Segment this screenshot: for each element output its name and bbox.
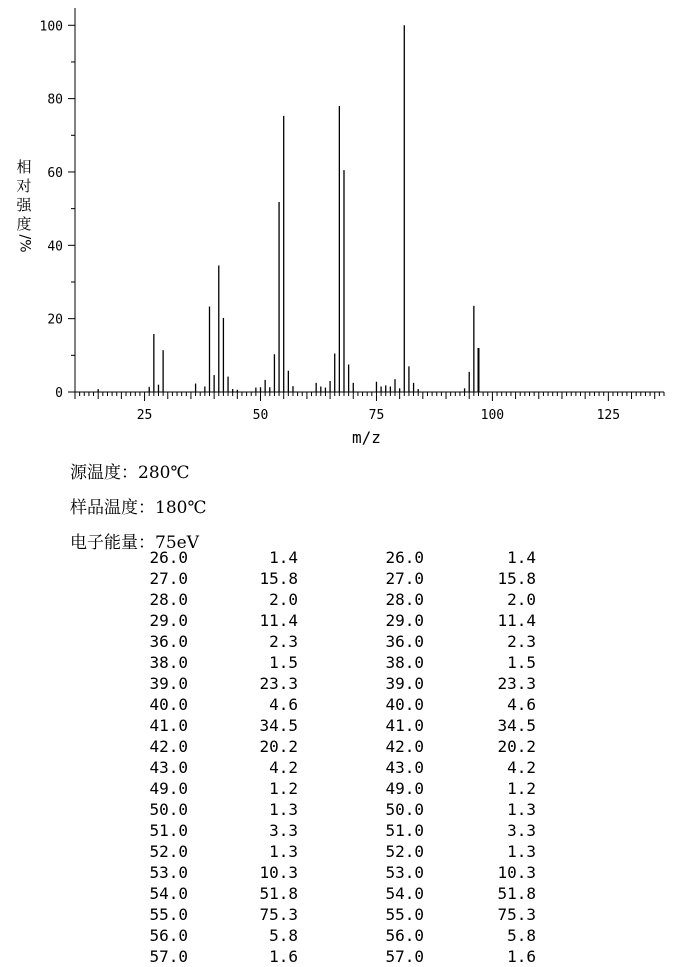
mz-cell: 56.0 xyxy=(149,926,188,945)
intensity-cell: 1.6 xyxy=(269,947,298,966)
mz-cell: 26.0 xyxy=(385,548,424,567)
mz-cell: 26.0 xyxy=(149,548,188,567)
intensity-cell: 1.2 xyxy=(269,779,298,798)
intensity-cell: 1.3 xyxy=(507,842,536,861)
intensity-cell: 1.3 xyxy=(269,842,298,861)
intensity-cell: 2.0 xyxy=(507,590,536,609)
intensity-cell: 75.3 xyxy=(259,905,298,924)
y-axis-label xyxy=(14,158,34,253)
mz-cell: 28.0 xyxy=(385,590,424,609)
intensity-cell: 1.4 xyxy=(507,548,536,567)
mz-cell: 54.0 xyxy=(385,884,424,903)
intensity-cell: 20.2 xyxy=(497,737,536,756)
mz-cell: 41.0 xyxy=(385,716,424,735)
y-tick-label: 20 xyxy=(47,312,63,328)
electron-energy-value: 75eV xyxy=(155,533,199,553)
mz-cell: 50.0 xyxy=(149,800,188,819)
table-row xyxy=(0,820,680,841)
source-temperature-label: 源温度： xyxy=(70,463,138,483)
table-row xyxy=(0,610,680,631)
intensity-cell: 4.2 xyxy=(269,758,298,777)
intensity-cell: 10.3 xyxy=(259,863,298,882)
mz-cell: 52.0 xyxy=(149,842,188,861)
y-axis-label-char: 度 xyxy=(16,215,32,233)
mz-cell: 27.0 xyxy=(149,569,188,588)
mz-cell: 42.0 xyxy=(149,737,188,756)
mz-cell: 38.0 xyxy=(149,653,188,672)
sample-temperature-value: 180℃ xyxy=(155,498,207,518)
table-row xyxy=(0,568,680,589)
intensity-cell: 51.8 xyxy=(259,884,298,903)
mz-cell: 49.0 xyxy=(385,779,424,798)
y-axis-label-char: 对 xyxy=(16,177,32,195)
intensity-cell: 1.4 xyxy=(269,548,298,567)
x-tick-label: 125 xyxy=(596,408,621,423)
mz-cell: 57.0 xyxy=(149,947,188,966)
y-tick-label: 80 xyxy=(47,92,63,108)
intensity-cell: 23.3 xyxy=(497,674,536,693)
table-row xyxy=(0,652,680,673)
intensity-cell: 4.6 xyxy=(507,695,536,714)
mz-cell: 29.0 xyxy=(385,611,424,630)
sample-temperature-label: 样品温度： xyxy=(70,498,155,518)
intensity-cell: 34.5 xyxy=(259,716,298,735)
intensity-cell: 2.3 xyxy=(507,632,536,651)
mz-cell: 43.0 xyxy=(385,758,424,777)
mz-cell: 53.0 xyxy=(385,863,424,882)
intensity-cell: 34.5 xyxy=(497,716,536,735)
intensity-cell: 1.6 xyxy=(507,947,536,966)
mz-cell: 51.0 xyxy=(385,821,424,840)
mz-cell: 54.0 xyxy=(149,884,188,903)
intensity-cell: 5.8 xyxy=(269,926,298,945)
intensity-cell: 23.3 xyxy=(259,674,298,693)
mz-cell: 28.0 xyxy=(149,590,188,609)
mz-cell: 51.0 xyxy=(149,821,188,840)
mz-cell: 39.0 xyxy=(149,674,188,693)
mz-cell: 50.0 xyxy=(385,800,424,819)
table-row xyxy=(0,673,680,694)
mz-cell: 36.0 xyxy=(149,632,188,651)
y-tick-label: 40 xyxy=(47,239,63,255)
mz-cell: 29.0 xyxy=(149,611,188,630)
intensity-cell: 2.3 xyxy=(269,632,298,651)
intensity-cell: 1.3 xyxy=(269,800,298,819)
y-tick-label: 100 xyxy=(39,19,63,35)
y-tick-label: 60 xyxy=(47,165,63,181)
mz-cell: 40.0 xyxy=(385,695,424,714)
table-row xyxy=(0,841,680,862)
mz-cell: 36.0 xyxy=(385,632,424,651)
intensity-cell: 11.4 xyxy=(497,611,536,630)
x-tick-label: 75 xyxy=(368,408,385,423)
table-row xyxy=(0,904,680,925)
table-row xyxy=(0,799,680,820)
table-row xyxy=(0,736,680,757)
table-row xyxy=(0,925,680,946)
mz-cell: 38.0 xyxy=(385,653,424,672)
intensity-cell: 1.3 xyxy=(507,800,536,819)
mz-cell: 41.0 xyxy=(149,716,188,735)
intensity-cell: 1.2 xyxy=(507,779,536,798)
x-tick-label: 100 xyxy=(480,408,505,423)
intensity-cell: 4.2 xyxy=(507,758,536,777)
y-axis-label-char: 强 xyxy=(16,196,32,214)
table-row xyxy=(0,694,680,715)
mz-cell: 56.0 xyxy=(385,926,424,945)
x-tick-label: 50 xyxy=(252,408,269,423)
mz-cell: 55.0 xyxy=(149,905,188,924)
intensity-cell: 15.8 xyxy=(259,569,298,588)
y-tick-label: 0 xyxy=(55,386,63,401)
y-axis-label-char: 相 xyxy=(16,158,32,176)
table-row xyxy=(0,778,680,799)
mz-cell: 42.0 xyxy=(385,737,424,756)
intensity-cell: 75.3 xyxy=(497,905,536,924)
mz-cell: 40.0 xyxy=(149,695,188,714)
x-axis-label: m/z xyxy=(352,428,381,447)
mz-cell: 52.0 xyxy=(385,842,424,861)
intensity-cell: 11.4 xyxy=(259,611,298,630)
table-row xyxy=(0,589,680,610)
mz-cell: 53.0 xyxy=(149,863,188,882)
x-tick-label: 25 xyxy=(136,408,153,423)
table-row xyxy=(0,547,680,568)
intensity-cell: 10.3 xyxy=(497,863,536,882)
mz-cell: 27.0 xyxy=(385,569,424,588)
mz-cell: 39.0 xyxy=(385,674,424,693)
intensity-cell: 5.8 xyxy=(507,926,536,945)
mz-cell: 49.0 xyxy=(149,779,188,798)
electron-energy-label: 电子能量： xyxy=(70,533,155,553)
peak-table xyxy=(0,547,680,967)
intensity-cell: 3.3 xyxy=(507,821,536,840)
intensity-cell: 15.8 xyxy=(497,569,536,588)
table-row xyxy=(0,883,680,904)
sample-temperature xyxy=(70,493,206,518)
intensity-cell: 1.5 xyxy=(507,653,536,672)
table-row xyxy=(0,715,680,736)
intensity-cell: 51.8 xyxy=(497,884,536,903)
intensity-cell: 20.2 xyxy=(259,737,298,756)
source-temperature xyxy=(70,458,189,483)
intensity-cell: 4.6 xyxy=(269,695,298,714)
intensity-cell: 3.3 xyxy=(269,821,298,840)
intensity-cell: 1.5 xyxy=(269,653,298,672)
mass-spectrum-chart xyxy=(0,0,680,450)
intensity-cell: 2.0 xyxy=(269,590,298,609)
table-row xyxy=(0,862,680,883)
y-axis-label-unit: /% xyxy=(16,234,33,253)
mz-cell: 55.0 xyxy=(385,905,424,924)
mz-cell: 43.0 xyxy=(149,758,188,777)
mz-cell: 57.0 xyxy=(385,947,424,966)
table-row xyxy=(0,757,680,778)
source-temperature-value: 280℃ xyxy=(138,463,190,483)
table-row xyxy=(0,631,680,652)
